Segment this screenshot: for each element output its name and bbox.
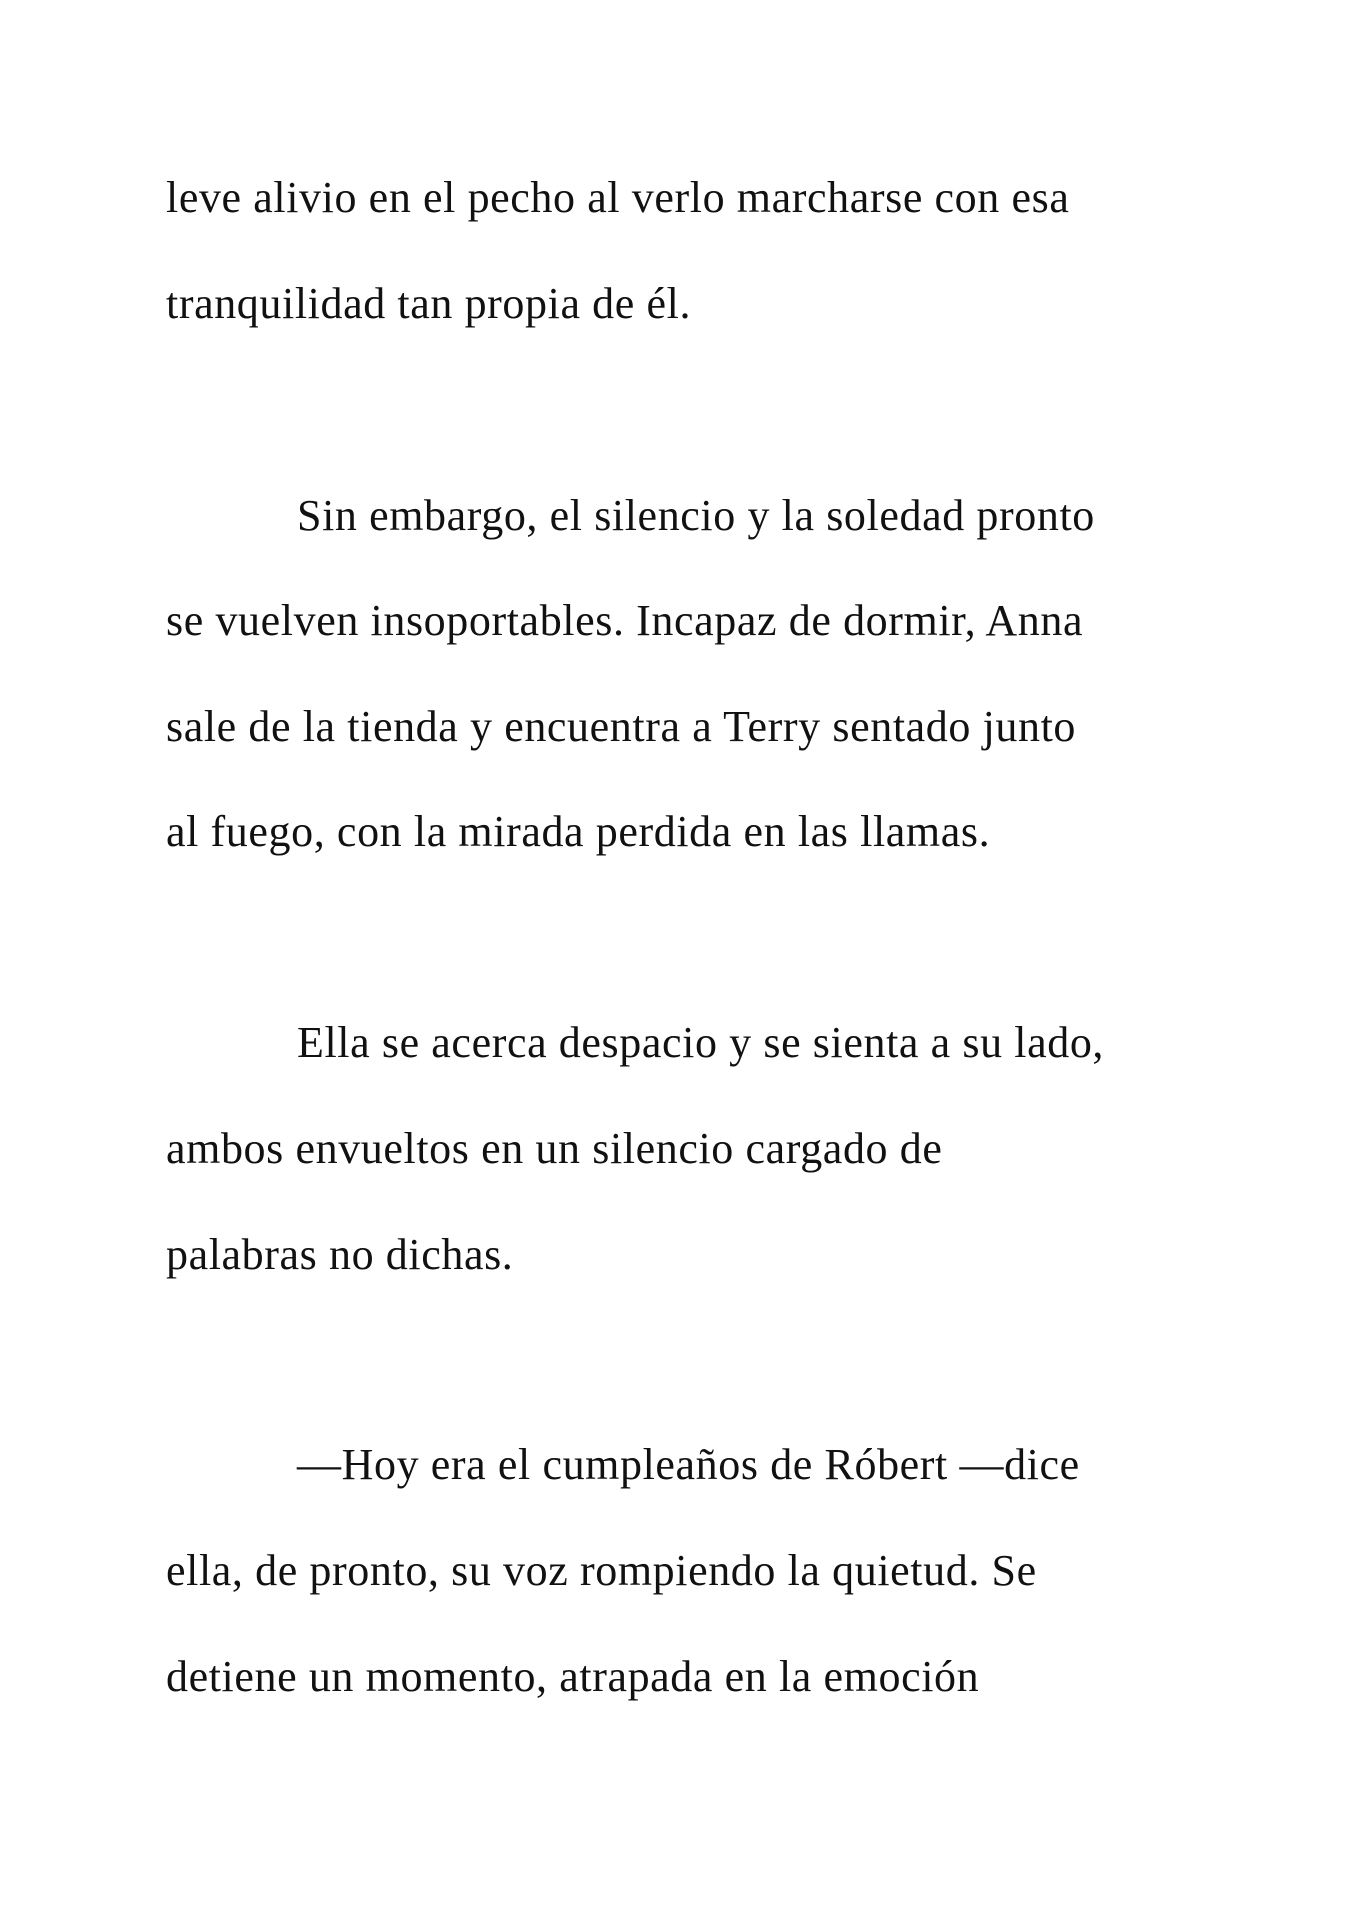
- text-line: al fuego, con la mirada perdida en las llamas.: [166, 807, 991, 856]
- text-line: se vuelven insoportables. Incapaz de dormir, Anna: [166, 596, 1084, 645]
- text-line: Sin embargo, el silencio y la soledad pronto: [297, 491, 1095, 540]
- text-line: leve alivio en el pecho al verlo marcharse con esa: [166, 173, 1070, 222]
- text-line: Ella se acerca despacio y se sienta a su lado,: [297, 1018, 1105, 1067]
- text-line: —Hoy era el cumpleaños de Róbert —dice: [297, 1440, 1080, 1489]
- text-line: ambos envueltos en un silencio cargado de: [166, 1124, 943, 1173]
- text-line: detiene un momento, atrapada en la emoción: [166, 1652, 980, 1701]
- text-line: sale de la tienda y encuentra a Terry sentado junto: [166, 702, 1077, 751]
- text-line: tranquilidad tan propia de él.: [166, 279, 692, 328]
- text-line: ella, de pronto, su voz rompiendo la quietud. Se: [166, 1546, 1037, 1595]
- text-line: palabras no dichas.: [166, 1230, 514, 1279]
